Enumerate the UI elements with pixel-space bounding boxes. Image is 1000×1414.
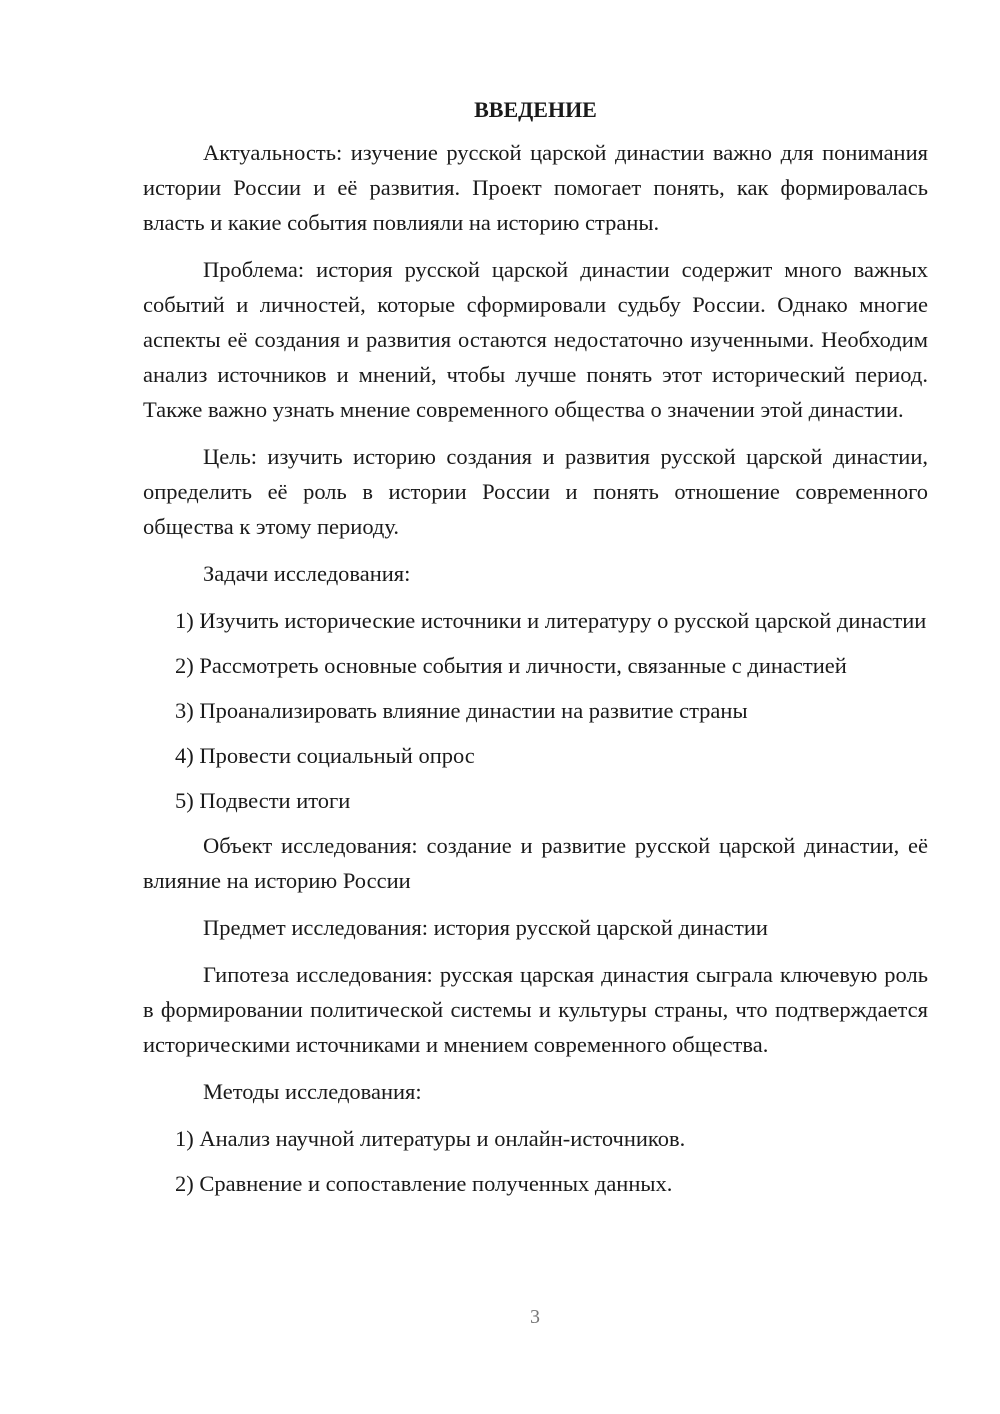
method-item: 2) Сравнение и сопоставление полученных данных. <box>175 1171 673 1196</box>
object-paragraph: Объект исследования: создание и развитие русской царской династии, её влияние на историю России <box>143 833 928 893</box>
task-item: 2) Рассмотреть основные события и личности, связанные с династией <box>175 653 847 678</box>
tasks-heading: Задачи исследования: <box>203 561 411 586</box>
hypothesis-paragraph: Гипотеза исследования: русская царская династия сыграла ключевую роль в формировании политической системы и культуры страны, что подтверждается историческими источниками и мнением современного общества. <box>143 962 928 1057</box>
page-title: ВВЕДЕНИЕ <box>474 97 597 122</box>
task-item: 1) Изучить исторические источники и литературу о русской царской династии <box>175 608 927 633</box>
page-number: 3 <box>530 1306 540 1328</box>
task-item: 4) Провести социальный опрос <box>175 743 475 768</box>
method-item: 1) Анализ научной литературы и онлайн-источников. <box>175 1126 686 1151</box>
problem-paragraph: Проблема: история русской царской династии содержит много важных событий и личностей, которые сформировали судьбу России. Однако многие аспекты её создания и развития остаются недостаточно изученными. Необходим анализ источников и мнений, чтобы лучше понять этот исторический период. Также важно узнать мнение современного общества о значении этой династии. <box>143 257 928 422</box>
relevance-paragraph: Актуальность: изучение русской царской династии важно для понимания истории России и её развития. Проект помогает понять, как формировалась власть и какие события повлияли на историю страны. <box>143 140 928 235</box>
task-item: 3) Проанализировать влияние династии на развитие страны <box>175 698 748 723</box>
task-item: 5) Подвести итоги <box>175 788 351 813</box>
methods-heading: Методы исследования: <box>203 1079 422 1104</box>
goal-paragraph: Цель: изучить историю создания и развития русской царской династии, определить её роль в истории России и понять отношение современного общества к этому периоду. <box>143 444 928 539</box>
document-page <box>143 95 928 1211</box>
subject-paragraph: Предмет исследования: история русской царской династии <box>203 915 768 940</box>
